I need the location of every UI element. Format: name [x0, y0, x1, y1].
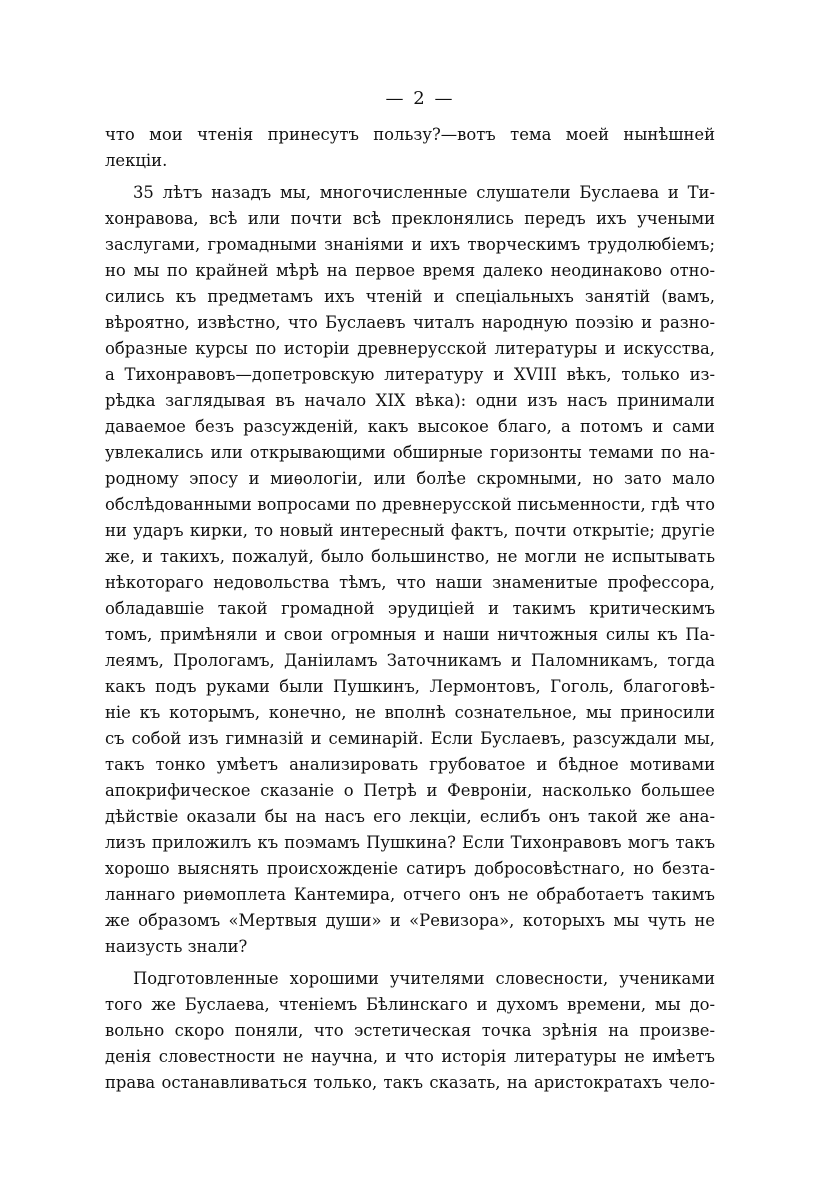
- text-line: а Тихонравовъ—допетровскую литературу и XVIII вѣкъ, только из-: [105, 365, 715, 384]
- text-line: того же Буслаева, чтеніемъ Бѣлинскаго и духомъ времени, мы до-: [105, 995, 715, 1014]
- text-line: такъ тонко умѣетъ анализировать грубоватое и бѣдное мотивами: [105, 755, 715, 774]
- text-line: ніе къ которымъ, конечно, не вполнѣ сознательное, мы приносили: [105, 703, 715, 722]
- text-line: дѣйствіе оказали бы на насъ его лекціи, еслибъ онъ такой же ана-: [105, 807, 715, 826]
- text-line: хонравова, всѣ или почти всѣ преклонялись передъ ихъ учеными: [105, 209, 715, 228]
- text-line: рѣдка заглядывая въ начало XIX вѣка): одни изъ насъ принимали: [105, 391, 715, 410]
- text-line: 35 лѣтъ назадъ мы, многочисленные слушатели Буслаева и Ти-: [133, 183, 715, 202]
- text-line: даваемое безъ разсужденій, какъ высокое благо, а потомъ и сами: [105, 417, 715, 436]
- text-line: томъ, примѣняли и свои огромныя и наши ничтожныя силы къ Па-: [105, 625, 715, 644]
- text-line: но мы по крайней мѣрѣ на первое время далеко неодинаково отно-: [105, 261, 715, 280]
- text-line: лекціи.: [105, 151, 168, 170]
- text-line: заслугами, громадными знаніями и ихъ творческимъ трудолюбіемъ;: [105, 235, 715, 254]
- text-line: апокрифическое сказаніе о Петрѣ и Февроніи, насколько большее: [105, 781, 715, 800]
- text-line: леямъ, Прологамъ, Даніиламъ Заточникамъ и Паломникамъ, тогда: [105, 651, 715, 670]
- text-line: ланнаго риѳмоплета Кантемира, отчего онъ не обработаетъ такимъ: [105, 885, 715, 904]
- text-line: Подготовленные хорошими учителями словесности, учениками: [133, 969, 715, 988]
- text-line: вольно скоро поняли, что эстетическая точка зрѣнія на произве-: [105, 1021, 715, 1040]
- text-line: наизусть знали?: [105, 937, 248, 956]
- text-line: увлекались или открывающими обширные горизонты темами по на-: [105, 443, 715, 462]
- text-line: обладавшіе такой громадной эрудиціей и такимъ критическимъ: [105, 599, 715, 618]
- text-line: лизъ приложилъ къ поэмамъ Пушкина? Если Тихонравовъ могъ такъ: [105, 833, 715, 852]
- text-line: же образомъ «Мертвыя души» и «Ревизора», которыхъ мы чуть не: [105, 911, 715, 930]
- text-line: нѣкотораго недовольства тѣмъ, что наши знаменитые профессора,: [105, 573, 715, 592]
- text-line: же, и такихъ, пожалуй, было большинство, не могли не испытывать: [105, 547, 715, 566]
- text-line: съ собой изъ гимназій и семинарій. Если Буслаевъ, разсуждали мы,: [105, 729, 715, 748]
- text-line: денія словестности не научна, и что исторія литературы не имѣетъ: [105, 1047, 715, 1066]
- text-line: обслѣдованными вопросами по древнерусской письменности, гдѣ что: [105, 495, 715, 514]
- text-line: какъ подъ руками были Пушкинъ, Лермонтовъ, Гоголь, благоговѣ-: [105, 677, 715, 696]
- page-number: — 2 —: [385, 88, 455, 109]
- text-line: что мои чтенія принесутъ пользу?—вотъ тема моей нынѣшней: [105, 125, 715, 144]
- text-line: ни ударъ кирки, то новый интересный фактъ, почти открытіе; другіе: [105, 521, 715, 540]
- text-line: образные курсы по исторіи древнерусской литературы и искусства,: [105, 339, 715, 358]
- text-line: хорошо выяснять происхожденіе сатиръ добросовѣстнаго, но безта-: [105, 859, 715, 878]
- text-line: вѣроятно, извѣстно, что Буслаевъ читалъ народную поэзію и разно-: [105, 313, 715, 332]
- text-line: права останавливаться только, такъ сказать, на аристократахъ чело-: [105, 1073, 715, 1092]
- text-line: сились къ предметамъ ихъ чтеній и спеціальныхъ занятій (вамъ,: [105, 287, 715, 306]
- text-line: родному эпосу и миѳологіи, или болѣе скромными, но зато мало: [105, 469, 715, 488]
